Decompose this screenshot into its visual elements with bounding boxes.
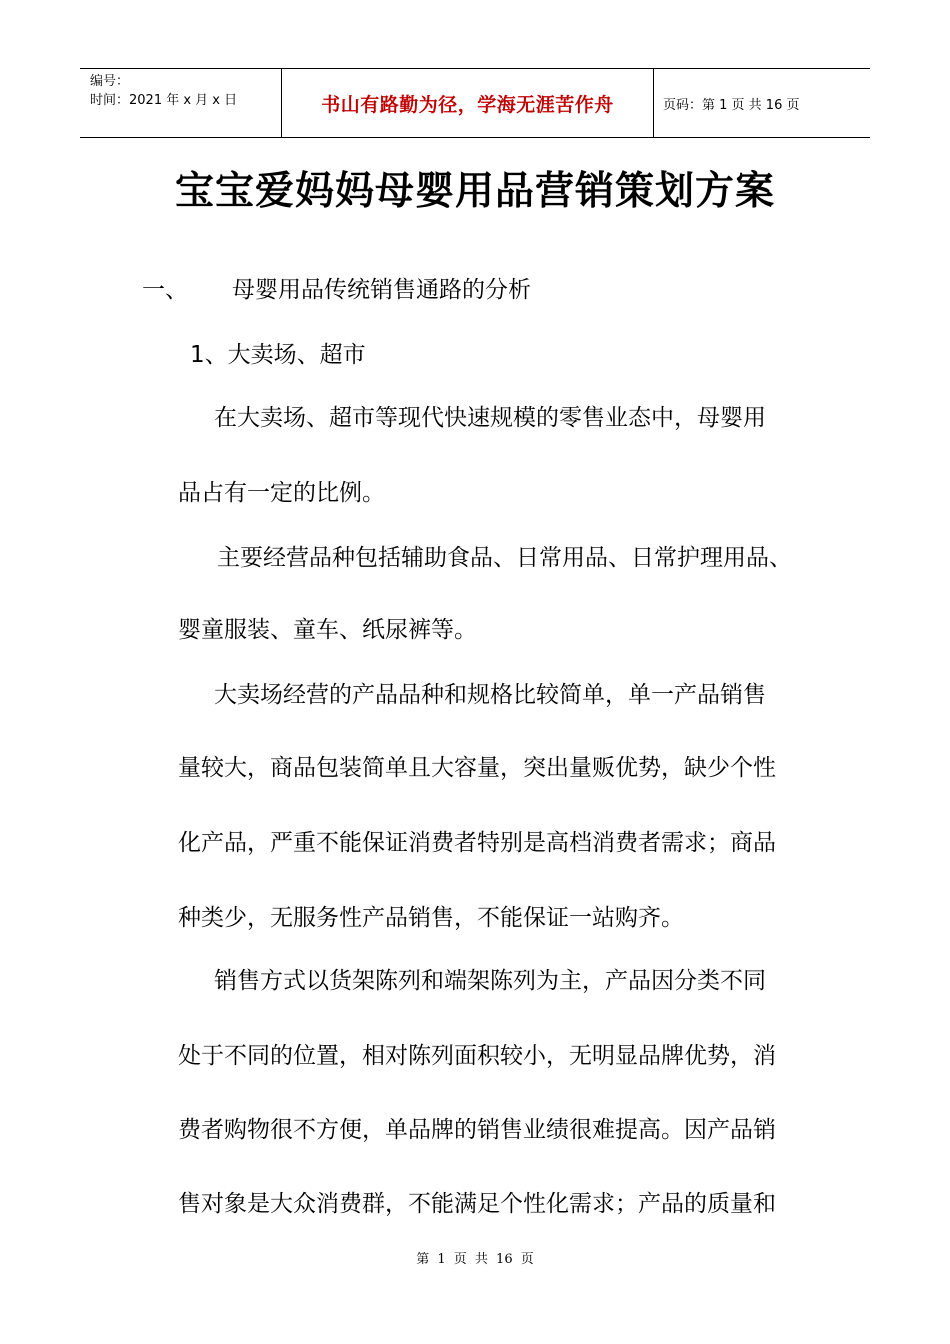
document-number-label: 编号： <box>90 74 130 89</box>
page-header <box>80 68 870 138</box>
paragraph-line: 品占有一定的比例。 <box>178 480 385 506</box>
paragraph-line: 量较大，商品包装简单且大容量，突出量贩优势，缺少个性 <box>178 755 776 781</box>
page-footer: 第 1 页 共 16 页 <box>416 1252 534 1267</box>
section-heading: 母婴用品传统销售通路的分析 <box>232 277 531 303</box>
paragraph-line: 在大卖场、超市等现代快速规模的零售业态中，母婴用 <box>214 405 766 431</box>
paragraph-line: 化产品，严重不能保证消费者特别是高档消费者需求；商品 <box>178 830 776 856</box>
paragraph-line: 种类少，无服务性产品销售，不能保证一站购齐。 <box>178 905 684 931</box>
header-meta <box>80 69 281 137</box>
paragraph-line: 主要经营品种包括辅助食品、日常用品、日常护理用品、 <box>217 545 792 571</box>
paragraph-line: 费者购物很不方便，单品牌的销售业绩很难提高。因产品销 <box>178 1117 776 1143</box>
paragraph-line: 处于不同的位置，相对陈列面积较小，无明显品牌优势，消 <box>178 1043 776 1069</box>
section-number: 一、 <box>142 277 188 303</box>
paragraph-line: 售对象是大众消费群，不能满足个性化需求；产品的质量和 <box>178 1191 776 1217</box>
paragraph-line: 销售方式以货架陈列和端架陈列为主，产品因分类不同 <box>214 968 766 994</box>
subsection-heading: 1、大卖场、超市 <box>190 342 366 368</box>
header-page-info: 页码：第 1 页 共 16 页 <box>663 97 800 113</box>
header-motto: 书山有路勤为径，学海无涯苦作舟 <box>281 69 654 137</box>
paragraph-line: 大卖场经营的产品品种和规格比较简单，单一产品销售 <box>214 682 766 708</box>
document-date: 时间：2021 年 x 月 x 日 <box>90 93 238 108</box>
paragraph-line: 婴童服装、童车、纸尿裤等。 <box>178 617 477 643</box>
document-title: 宝宝爱妈妈母婴用品营销策划方案 <box>174 168 775 214</box>
